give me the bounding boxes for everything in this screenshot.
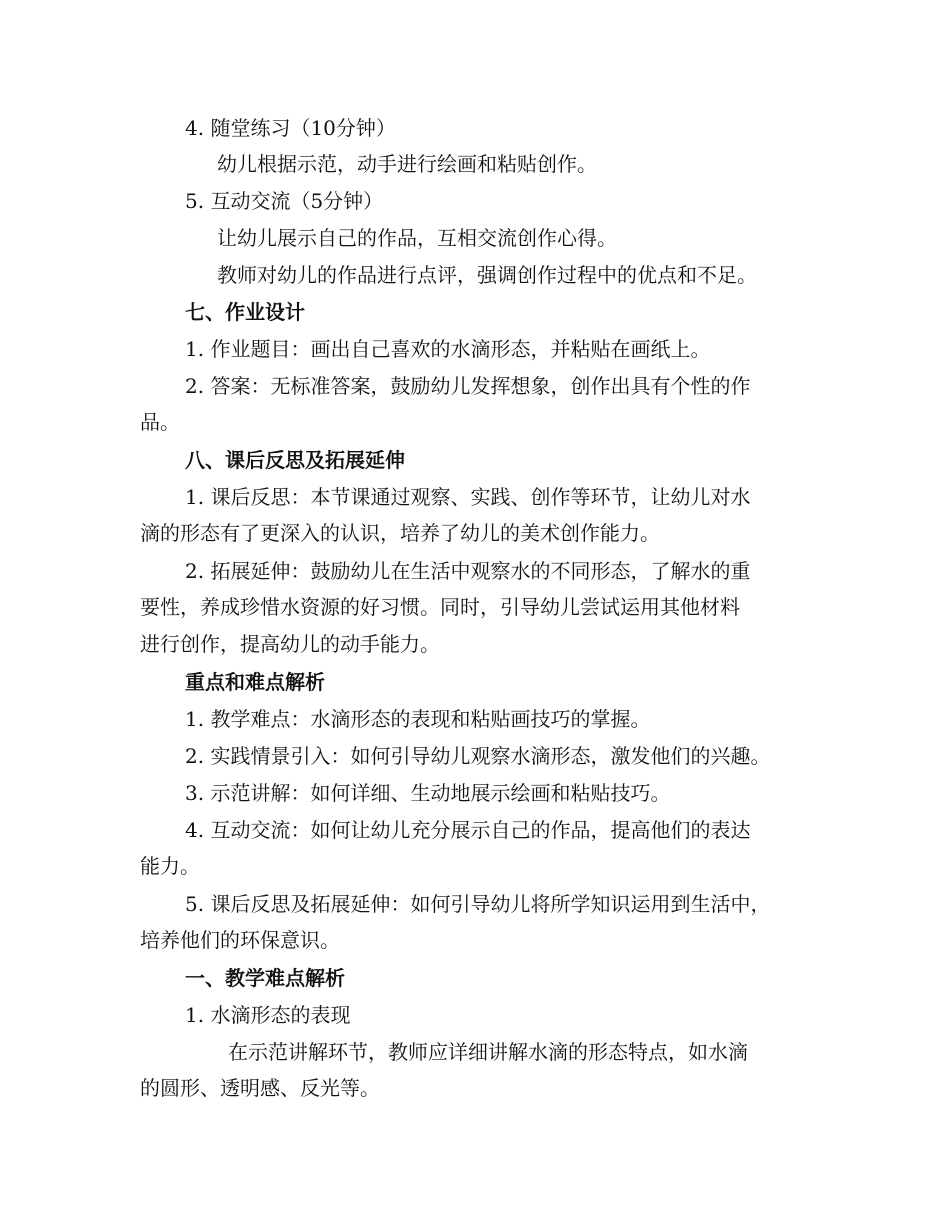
paragraph-line: 要性，养成珍惜水资源的好习惯。同时，引导幼儿尝试运用其他材料 bbox=[140, 595, 740, 619]
paragraph-line: 的圆形、透明感、反光等。 bbox=[140, 1076, 380, 1100]
section-heading-key-points: 重点和难点解析 bbox=[185, 670, 325, 694]
paragraph-line: 幼儿根据示范，动手进行绘画和粘贴创作。 bbox=[217, 152, 597, 176]
paragraph-line: 2. 拓展延伸：鼓励幼儿在生活中观察水的不同形态，了解水的重 bbox=[185, 559, 751, 583]
paragraph-line: 3. 示范讲解：如何详细、生动地展示绘画和粘贴技巧。 bbox=[185, 781, 671, 805]
paragraph-line: 培养他们的环保意识。 bbox=[140, 928, 340, 952]
paragraph-line: 1. 水滴形态的表现 bbox=[185, 1003, 351, 1027]
paragraph-line: 1. 课后反思：本节课通过观察、实践、创作等环节，让幼儿对水 bbox=[185, 485, 751, 509]
paragraph-line: 1. 教学难点：水滴形态的表现和粘贴画技巧的掌握。 bbox=[185, 707, 651, 731]
paragraph-line: 2. 实践情景引入：如何引导幼儿观察水滴形态，激发他们的兴趣。 bbox=[185, 744, 771, 768]
paragraph-line: 品。 bbox=[140, 410, 180, 434]
list-item-interaction: 5. 互动交流（5分钟） bbox=[185, 189, 384, 213]
paragraph-line: 4. 互动交流：如何让幼儿充分展示自己的作品，提高他们的表达 bbox=[185, 818, 751, 842]
list-item-practice: 4. 随堂练习（10分钟） bbox=[185, 116, 396, 140]
paragraph-line: 能力。 bbox=[140, 854, 200, 878]
section-heading-reflection: 八、课后反思及拓展延伸 bbox=[185, 448, 405, 472]
paragraph-line: 让幼儿展示自己的作品，互相交流创作心得。 bbox=[217, 226, 617, 250]
paragraph-line: 在示范讲解环节，教师应详细讲解水滴的形态特点，如水滴 bbox=[228, 1040, 748, 1064]
section-heading-difficulty: 一、教学难点解析 bbox=[185, 966, 345, 990]
paragraph-line: 滴的形态有了更深入的认识，培养了幼儿的美术创作能力。 bbox=[140, 521, 660, 545]
paragraph-line: 2. 答案：无标准答案，鼓励幼儿发挥想象，创作出具有个性的作 bbox=[185, 374, 751, 398]
paragraph-line: 进行创作，提高幼儿的动手能力。 bbox=[140, 632, 440, 656]
paragraph-line: 5. 课后反思及拓展延伸：如何引导幼儿将所学知识运用到生活中， bbox=[185, 892, 771, 916]
section-heading-homework: 七、作业设计 bbox=[185, 300, 305, 324]
paragraph-line: 1. 作业题目：画出自己喜欢的水滴形态，并粘贴在画纸上。 bbox=[185, 337, 711, 361]
paragraph-line: 教师对幼儿的作品进行点评，强调创作过程中的优点和不足。 bbox=[217, 263, 757, 287]
